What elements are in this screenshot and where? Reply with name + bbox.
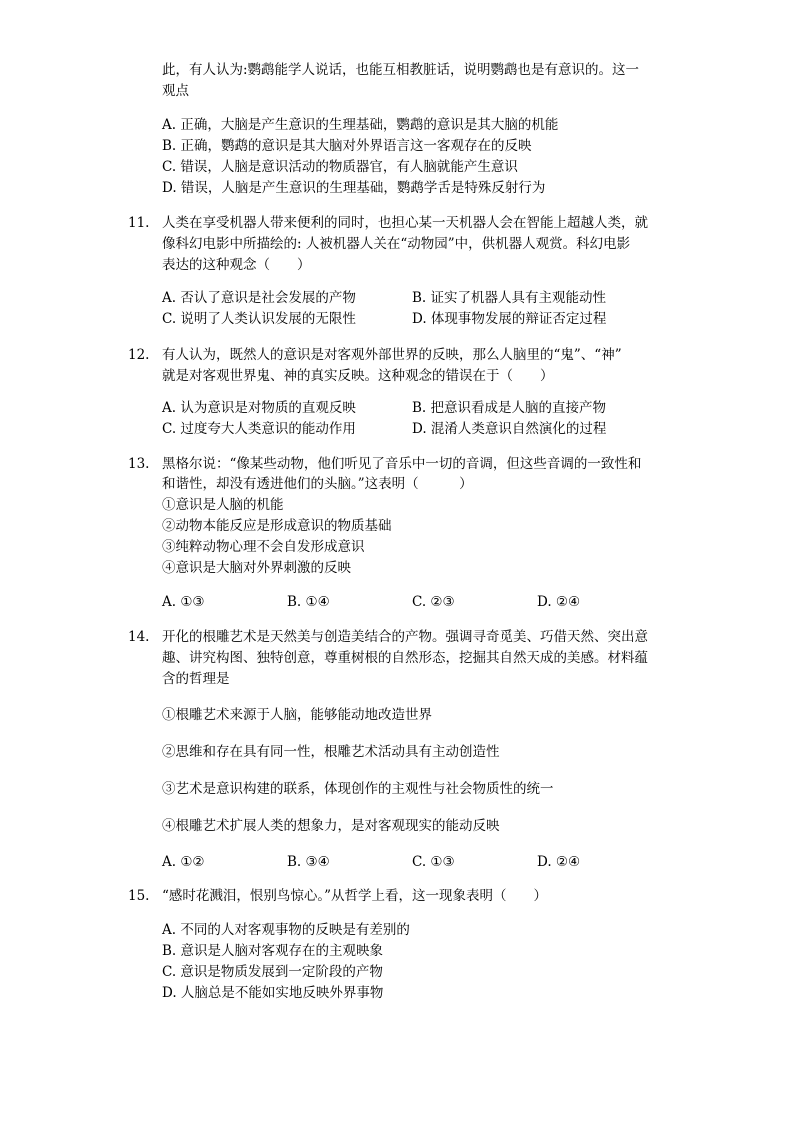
q15-option-b: B. 意识是人脑对客观存在的主观映象 bbox=[162, 943, 384, 959]
q12-option-a: A. 认为意识是对物质的直观反映 bbox=[162, 400, 356, 416]
q12-option-d: D. 混淆人类意识自然演化的过程 bbox=[412, 421, 607, 437]
q13-option-d: D. ②④ bbox=[537, 594, 581, 610]
q13-option-b: B. ①④ bbox=[287, 594, 330, 610]
q12-stem-line-1: 有人认为，既然人的意识是对客观外部世界的反映，那么人脑里的“鬼”、“神” bbox=[162, 347, 622, 363]
q13-item-4: ④意识是大脑对外界刺激的反映 bbox=[162, 560, 351, 576]
q10-stem-line-2: 观点 bbox=[162, 83, 189, 99]
q12-number: 12. bbox=[128, 347, 150, 363]
q15-option-a: A. 不同的人对客观事物的反映是有差别的 bbox=[162, 922, 410, 938]
q11-stem-line-1: 人类在享受机器人带来便利的同时，也担心某一天机器人会在智能上超越人类，就 bbox=[162, 215, 648, 231]
q14-item-4: ④根雕艺术扩展人类的想象力，是对客观现实的能动反映 bbox=[162, 818, 500, 834]
q11-option-d: D. 体现事物发展的辩证否定过程 bbox=[412, 311, 607, 327]
q10-option-d: D. 错误，人脑是产生意识的生理基础，鹦鹉学舌是特殊反射行为 bbox=[162, 180, 546, 196]
q13-option-c: C. ②③ bbox=[412, 594, 455, 610]
q15-number: 15. bbox=[128, 888, 150, 904]
q10-option-a: A. 正确，大脑是产生意识的生理基础，鹦鹉的意识是其大脑的机能 bbox=[162, 117, 559, 133]
q13-item-2: ②动物本能反应是形成意识的物质基础 bbox=[162, 518, 392, 534]
q14-stem-line-2: 趣、讲究构图、独特创意，尊重树根的自然形态，挖掘其自然天成的美感。材料蕴 bbox=[162, 650, 648, 666]
q10-option-c: C. 错误，人脑是意识活动的物质器官，有人脑就能产生意识 bbox=[162, 159, 518, 175]
q13-stem-line-2: 和谐性，却没有透进他们的头脑。”这表明（ ） bbox=[162, 476, 473, 492]
q14-item-1: ①根雕艺术来源于人脑，能够能动地改造世界 bbox=[162, 707, 432, 723]
q14-item-3: ③艺术是意识构建的联系，体现创作的主观性与社会物质性的统一 bbox=[162, 781, 554, 797]
q10-stem-line-1: 此，有人认为:鹦鹉能学人说话，也能互相教脏话，说明鹦鹉也是有意识的。这一 bbox=[162, 62, 640, 78]
q13-stem-line-1: 黑格尔说：“像某些动物，他们听见了音乐中一切的音调，但这些音调的一致性和 bbox=[162, 456, 642, 472]
q11-option-b: B. 证实了机器人具有主观能动性 bbox=[412, 290, 607, 306]
q10-option-b: B. 正确，鹦鹉的意识是其大脑对外界语言这一客观存在的反映 bbox=[162, 138, 532, 154]
q12-option-b: B. 把意识看成是人脑的直接产物 bbox=[412, 400, 607, 416]
q11-option-c: C. 说明了人类认识发展的无限性 bbox=[162, 311, 356, 327]
q14-item-2: ②思维和存在具有同一性，根雕艺术活动具有主动创造性 bbox=[162, 744, 500, 760]
q11-number: 11. bbox=[128, 215, 150, 231]
q12-stem-line-2: 就是对客观世界鬼、神的真实反映。这种观念的错误在于（ ） bbox=[162, 368, 554, 384]
q13-option-a: A. ①③ bbox=[162, 594, 205, 610]
q11-stem-line-3: 表达的这种观念（ ） bbox=[162, 257, 311, 273]
q15-option-c: C. 意识是物质发展到一定阶段的产物 bbox=[162, 964, 383, 980]
q14-option-a: A. ①② bbox=[162, 854, 205, 870]
q12-option-c: C. 过度夸大人类意识的能动作用 bbox=[162, 421, 356, 437]
q14-option-c: C. ①③ bbox=[412, 854, 455, 870]
q15-option-d: D. 人脑总是不能如实地反映外界事物 bbox=[162, 985, 384, 1001]
q13-item-3: ③纯粹动物心理不会自发形成意识 bbox=[162, 539, 365, 555]
q14-stem-line-3: 含的哲理是 bbox=[162, 671, 230, 687]
q14-option-b: B. ③④ bbox=[287, 854, 330, 870]
q15-stem-line-1: “感时花溅泪，恨别鸟惊心。”从哲学上看，这一现象表明（ ） bbox=[162, 888, 548, 904]
q13-number: 13. bbox=[128, 456, 150, 472]
q11-option-a: A. 否认了意识是社会发展的产物 bbox=[162, 290, 356, 306]
q14-number: 14. bbox=[128, 629, 150, 645]
q11-stem-line-2: 像科幻电影中所描绘的: 人被机器人关在“动物园”中，供机器人观赏。科幻电影 bbox=[162, 236, 631, 252]
q14-option-d: D. ②④ bbox=[537, 854, 581, 870]
q14-stem-line-1: 开化的根雕艺术是天然美与创造美结合的产物。强调寻奇觅美、巧借天然、突出意 bbox=[162, 629, 648, 645]
q13-item-1: ①意识是人脑的机能 bbox=[162, 497, 284, 513]
